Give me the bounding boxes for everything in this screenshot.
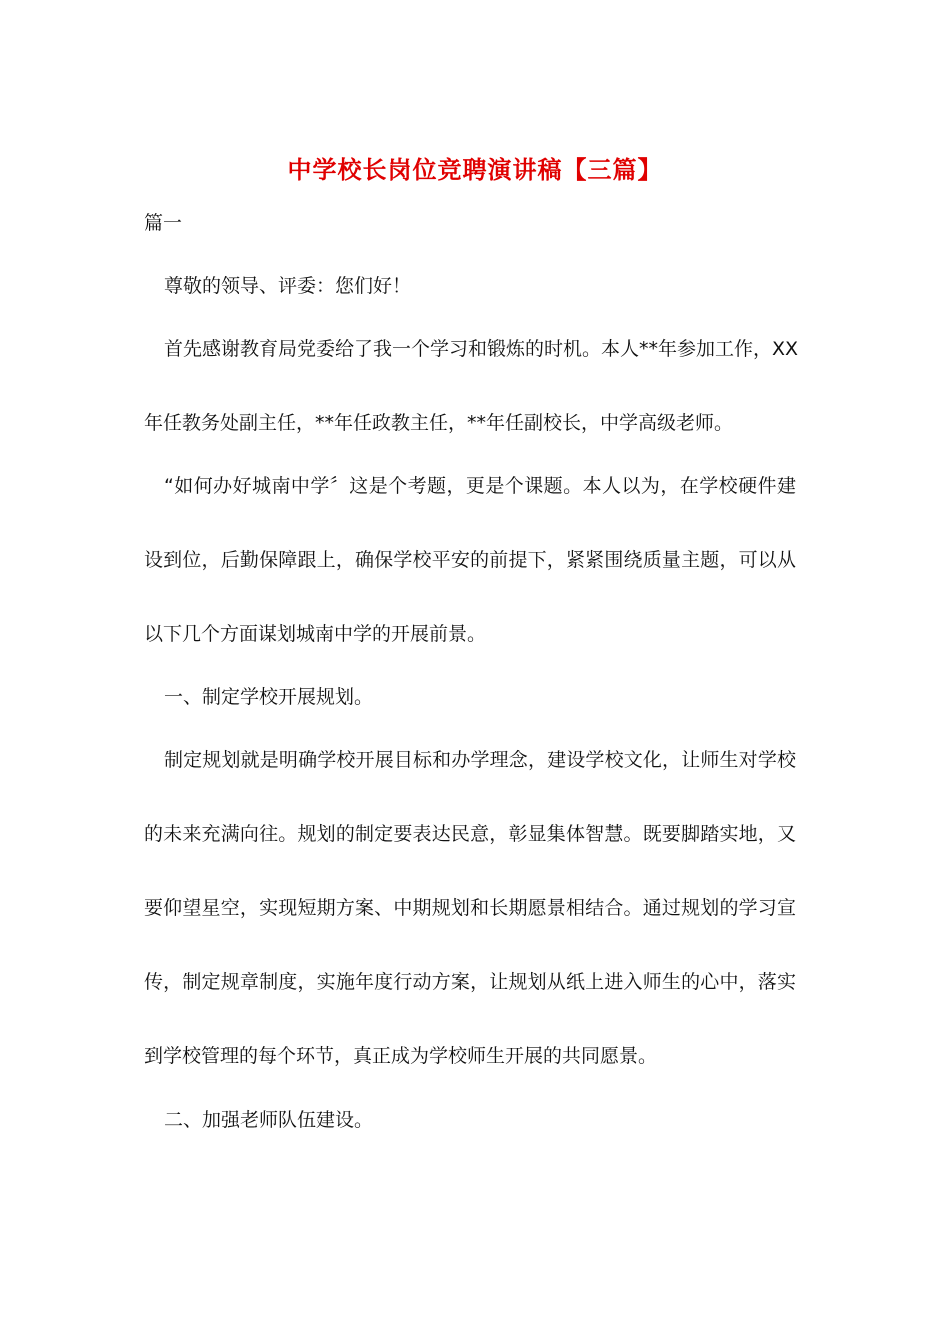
salutation-line: 尊敬的领导、评委：您们好！	[164, 275, 412, 297]
document-title: 中学校长岗位竞聘演讲稿【三篇】	[287, 155, 663, 184]
body-line: 要仰望星空，实现短期方案、中期规划和长期愿景相结合。通过规划的学习宣	[144, 897, 796, 919]
body-line: 到学校管理的每个环节，真正成为学校师生开展的共同愿景。	[144, 1045, 658, 1067]
body-line: 年任教务处副主任，**年任政教主任，**年任副校长，中学高级老师。	[144, 412, 734, 434]
subheading-line: 二、加强老师队伍建设。	[164, 1109, 374, 1131]
body-line: 传，制定规章制度，实施年度行动方案，让规划从纸上进入师生的心中，落实	[144, 971, 796, 993]
subheading-line: 一、制定学校开展规划。	[164, 686, 374, 708]
body-line: 制定规划就是明确学校开展目标和办学理念，建设学校文化，让师生对学校	[164, 749, 796, 771]
body-line: 以下几个方面谋划城南中学的开展前景。	[144, 623, 487, 645]
body-line: “如何办好城南中学〞这是个考题，更是个课题。本人以为，在学校硬件建	[164, 475, 796, 497]
body-line: 设到位，后勤保障跟上，确保学校平安的前提下，紧紧围绕质量主题，可以从	[144, 549, 796, 571]
body-line: 首先感谢教育局党委给了我一个学习和锻炼的时机。本人**年参加工作，XX	[164, 338, 799, 360]
body-line: 的未来充满向往。规划的制定要表达民意，彰显集体智慧。既要脚踏实地，又	[144, 823, 796, 845]
section-heading: 篇一	[144, 212, 183, 234]
